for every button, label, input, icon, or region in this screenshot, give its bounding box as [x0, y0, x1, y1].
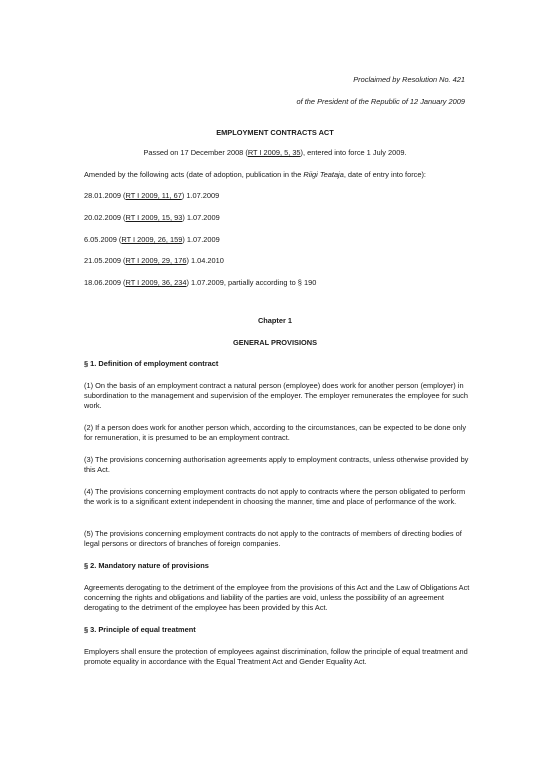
passed-line: Passed on 17 December 2008 (RT I 2009, 5, 35), entered into force 1 July 2009.	[143, 148, 407, 157]
paragraph: (2) If a person does work for another person which, according to the circumstances, can be expected to be done only for remuneration, it is presumed to be an employment contract.	[84, 423, 467, 442]
amended-intro: Amended by the following acts (date of adoption, publication in the Riigi Teataja, date of entry into force):	[84, 170, 426, 179]
chapter-number: Chapter 1	[257, 316, 293, 325]
amendment-item: 20.02.2009 (RT I 2009, 15, 93) 1.07.2009	[84, 213, 220, 222]
paragraph: Agreements derogating to the detriment of the employee from the provisions of this Act and the Law of Obligations Act concerning the rights and obligations and liability of the parties are void, unless the possibility of an agreement derogating to the detriment of the employee has been provided by this Act.	[84, 583, 470, 612]
paragraph: (4) The provisions concerning employment contracts do not apply to contracts where the person obligated to perform the work is to a significant extent independent in choosing the manner, time and place of performance of the work.	[84, 487, 466, 506]
rt-link[interactable]: RT I 2009, 29, 176	[125, 256, 187, 265]
rt-link[interactable]: RT I 2009, 15, 93	[125, 213, 183, 222]
paragraph: (5) The provisions concerning employment contracts do not apply to the contracts of members of directing bodies of legal persons or directors of branches of foreign companies.	[84, 529, 462, 548]
act-title: EMPLOYMENT CONTRACTS ACT	[216, 128, 334, 137]
section-heading: § 1. Definition of employment contract	[84, 359, 219, 368]
paragraph: (3) The provisions concerning authorisation agreements apply to employment contracts, unless otherwise provided by this Act.	[84, 455, 469, 474]
rt-link[interactable]: RT I 2009, 26, 159	[121, 235, 183, 244]
paragraph: Employers shall ensure the protection of employees against discrimination, follow the principle of equal treatment and promote equality in accordance with the Equal Treatment Act and Gender Equality Act.	[84, 647, 468, 666]
section-heading: § 3. Principle of equal treatment	[84, 625, 196, 634]
proclamation-date-line: of the President of the Republic of 12 January 2009	[296, 97, 465, 106]
proclamation-line: Proclaimed by Resolution No. 421	[353, 75, 465, 84]
rt-link-passed[interactable]: RT I 2009, 5, 35	[247, 148, 301, 157]
rt-link[interactable]: RT I 2009, 36, 234	[125, 278, 187, 287]
chapter-title: GENERAL PROVISIONS	[232, 338, 318, 347]
amendment-item: 28.01.2009 (RT I 2009, 11, 67) 1.07.2009	[84, 191, 220, 200]
amendment-item: 21.05.2009 (RT I 2009, 29, 176) 1.04.2010	[84, 256, 224, 265]
paragraph: (1) On the basis of an employment contract a natural person (employee) does work for another person (employer) in subordination to the management and supervision of the employer. The employer remunerates the employee for such work.	[84, 381, 468, 410]
amendment-item: 6.05.2009 (RT I 2009, 26, 159) 1.07.2009	[84, 235, 220, 244]
section-heading: § 2. Mandatory nature of provisions	[84, 561, 209, 570]
amendment-item: 18.06.2009 (RT I 2009, 36, 234) 1.07.2009, partially according to § 190	[84, 278, 317, 287]
rt-link[interactable]: RT I 2009, 11, 67	[125, 191, 182, 200]
